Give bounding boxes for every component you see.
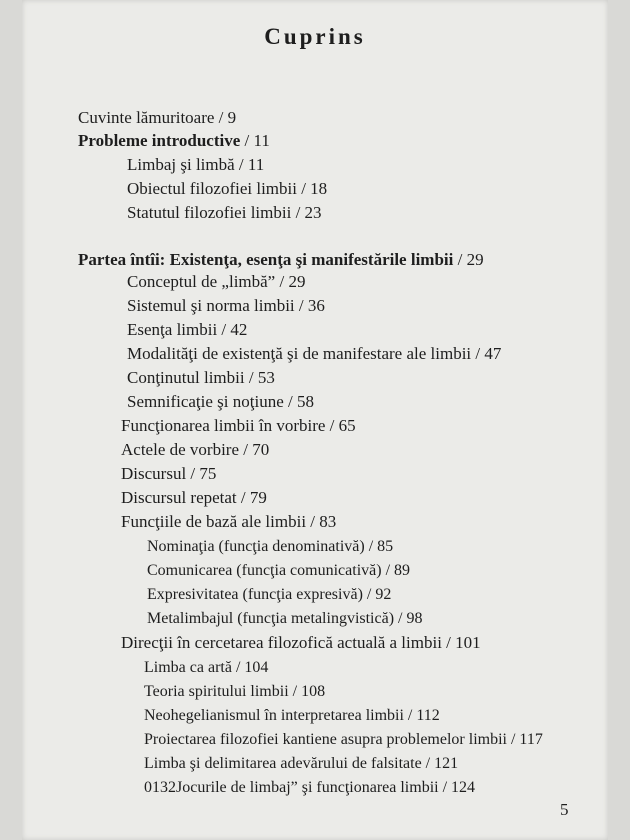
toc-entry: Conţinutul limbii / 53 xyxy=(127,368,275,387)
toc-entry: Obiectul filozofiei limbii / 18 xyxy=(127,179,328,198)
toc-entry: Proiectarea filozofiei kantiene asupra problemelor limbii / 117 xyxy=(144,731,543,748)
toc-entry: Neohegelianismul în interpretarea limbii / 112 xyxy=(144,707,440,724)
toc-entry: Semnificaţie şi noţiune / 58 xyxy=(127,392,314,411)
toc-entry: 0132Jocurile de limbaj” şi funcţionarea limbii / 124 xyxy=(144,779,476,796)
toc-entry: Metalimbajul (funcţia metalingvistică) / 98 xyxy=(147,610,423,627)
toc-entry: Conceptul de „limbă” / 29 xyxy=(127,272,306,291)
toc-entry: Actele de vorbire / 70 xyxy=(121,440,270,459)
toc-entry: Statutul filozofiei limbii / 23 xyxy=(127,203,322,222)
toc-entry: Nominaţia (funcţia denominativă) / 85 xyxy=(147,538,394,555)
toc-entry xyxy=(78,131,270,151)
page-title: Cuprins xyxy=(264,24,366,49)
toc-entry-title: Probleme introductive xyxy=(78,131,241,150)
toc-entry: Modalităţi de existenţă şi de manifestare ale limbii / 47 xyxy=(127,344,502,363)
toc-entry: Esenţa limbii / 42 xyxy=(127,320,248,339)
toc-entry: Sistemul şi norma limbii / 36 xyxy=(127,296,325,315)
toc-entry: Limba ca artă / 104 xyxy=(144,659,269,676)
toc-entry-page: / 11 xyxy=(240,131,270,150)
toc-entry: Funcţiile de bază ale limbii / 83 xyxy=(121,512,337,531)
toc-entry: Limbaj şi limbă / 11 xyxy=(127,155,265,174)
toc-entry: Funcţionarea limbii în vorbire / 65 xyxy=(121,416,356,435)
toc-entry: Discursul repetat / 79 xyxy=(121,488,267,507)
page-number: 5 xyxy=(560,800,569,819)
toc-entry-title: Partea întîi: Existenţa, esenţa şi manifestările limbii xyxy=(78,250,454,269)
toc-entry: Direcţii în cercetarea filozofică actuală a limbii / 101 xyxy=(121,633,481,652)
toc-entry: Teoria spiritului limbii / 108 xyxy=(144,683,326,700)
toc-entry: Expresivitatea (funcţia expresivă) / 92 xyxy=(147,586,392,603)
toc-entry: Limba şi delimitarea adevărului de falsitate / 121 xyxy=(144,755,459,772)
toc-entry-page: / 29 xyxy=(453,250,484,269)
toc-entry: Cuvinte lămuritoare / 9 xyxy=(78,108,237,127)
toc-entry: Discursul / 75 xyxy=(121,464,217,483)
toc-entry xyxy=(78,250,484,270)
toc-entry: Comunicarea (funcţia comunicativă) / 89 xyxy=(147,562,411,579)
